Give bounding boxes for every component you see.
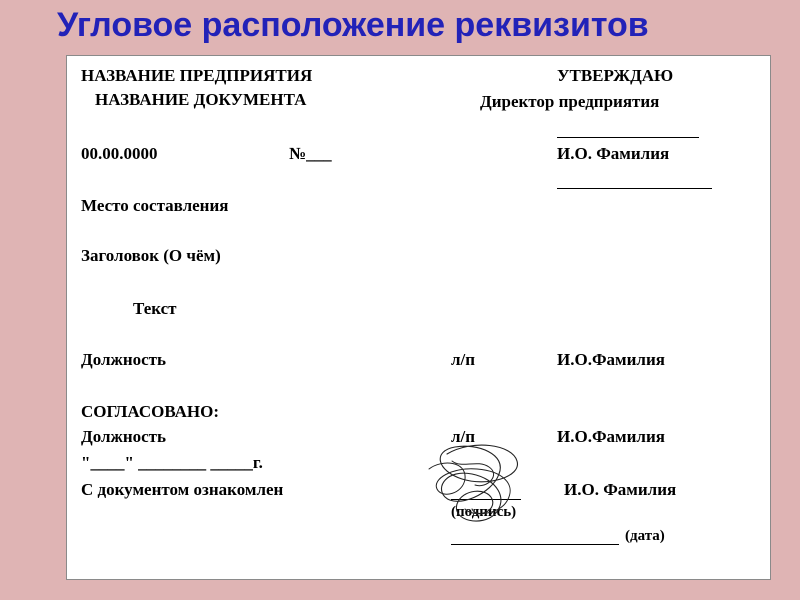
signer-name: И.О.Фамилия: [557, 350, 665, 369]
agreed-heading: СОГЛАСОВАНО:: [81, 402, 220, 421]
signer-signature-mark: л/п: [451, 350, 476, 369]
slide-title: Угловое расположение реквизитов: [57, 6, 649, 44]
date-caption: (дата): [625, 528, 665, 544]
agreed-name: И.О.Фамилия: [557, 427, 665, 446]
acquainted-name: И.О. Фамилия: [564, 480, 677, 499]
approver-signature-line: [557, 137, 699, 138]
agreed-date-line: "____" ________ _____г.: [81, 453, 263, 472]
place-of-issue: Место составления: [81, 196, 229, 215]
document-text: Текст: [133, 299, 177, 318]
approve-heading: УТВЕРЖДАЮ: [557, 66, 674, 85]
approver-date-line: [557, 188, 712, 189]
document-form: [66, 55, 771, 580]
document-number: №___: [289, 144, 332, 163]
agreed-signature-mark: л/п: [451, 427, 476, 446]
handwritten-signature: [417, 439, 542, 529]
approver-name: И.О. Фамилия: [557, 144, 670, 163]
document-name: НАЗВАНИЕ ДОКУМЕНТА: [95, 90, 307, 109]
signer-position: Должность: [81, 350, 167, 369]
acquainted-date-line: [451, 544, 619, 545]
agreed-position: Должность: [81, 427, 167, 446]
director-label: Директор предприятия: [480, 92, 660, 111]
signature-caption: (подпись): [451, 504, 517, 520]
document-heading: Заголовок (О чём): [81, 246, 221, 265]
company-name: НАЗВАНИЕ ПРЕДПРИЯТИЯ: [81, 66, 313, 85]
document-date: 00.00.0000: [81, 144, 158, 163]
acquainted-label: С документом ознакомлен: [81, 480, 284, 499]
